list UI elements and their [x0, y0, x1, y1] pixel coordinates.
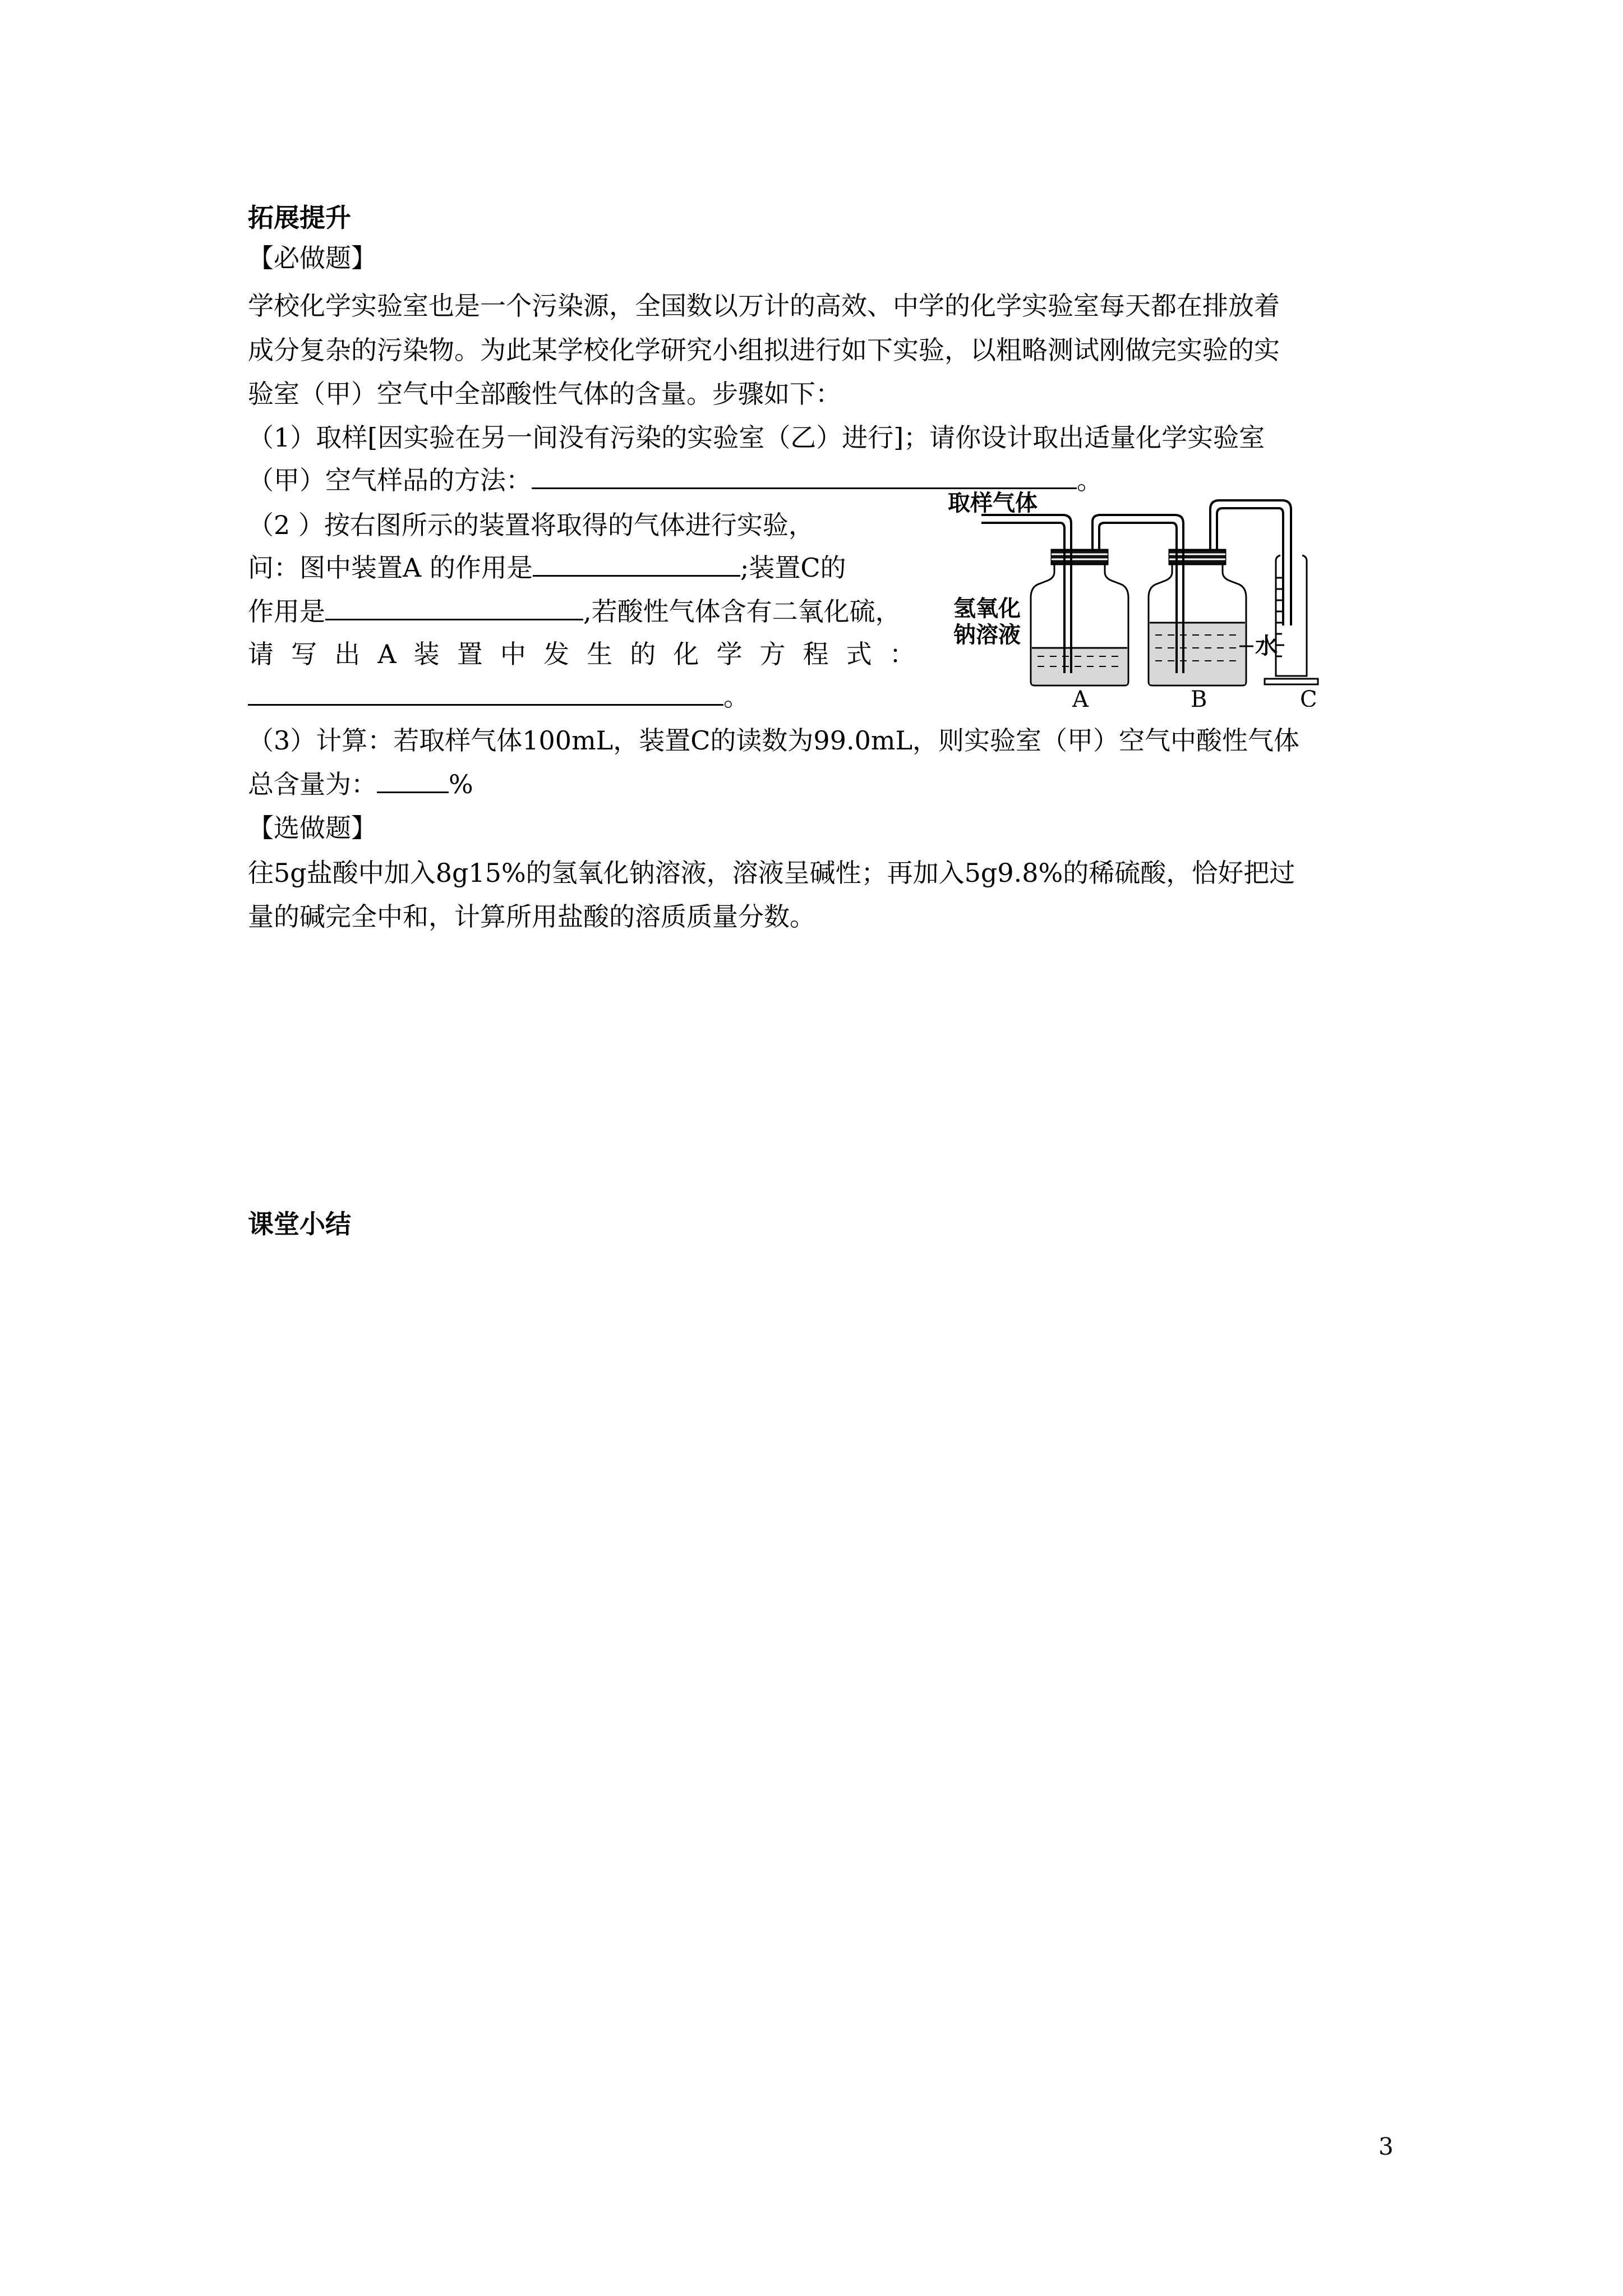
- line4-char: ：: [889, 639, 915, 669]
- intro-line-2: 成分复杂的污染物。为此某学校化学研究小组拟进行如下实验，以粗略测试刚做完实验的实: [248, 335, 1280, 365]
- step3-line-2: [248, 767, 473, 801]
- step2-line-5: [248, 680, 749, 714]
- gas-sample-label: 取样气体: [948, 490, 1038, 516]
- equation-blank[interactable]: [248, 682, 723, 706]
- naoh-label-line2: 钠溶液: [953, 622, 1021, 648]
- line4-char: 中: [500, 639, 526, 669]
- line4-char: 式: [846, 639, 872, 669]
- line4-char: 化: [673, 639, 699, 669]
- liquid-a: [1032, 648, 1127, 684]
- step2-question-a: 问：图中装置A 的作用是: [248, 553, 533, 583]
- step1-period: 。: [1077, 465, 1103, 495]
- step2-so2-text: ,若酸性气体含有二氧化硫，: [583, 596, 901, 627]
- line4-char: 发: [543, 639, 569, 669]
- optional-line-1: 往5g盐酸中加入8g15%的氢氧化钠溶液，溶液呈碱性；再加入5g9.8%的稀硫酸，恰好把过: [248, 858, 1295, 888]
- line4-char: 学: [716, 639, 743, 669]
- step2-device-c: ;装置C的: [740, 553, 846, 583]
- acid-gas-percent-blank[interactable]: [377, 769, 449, 793]
- device-a-role-blank[interactable]: [533, 553, 740, 577]
- line4-char: 写: [291, 639, 317, 669]
- line4-char: 程: [803, 639, 829, 669]
- step2-line-4: [248, 637, 915, 671]
- step3-total-label: 总含量为：: [248, 769, 377, 799]
- optional-tag: 【选做题】: [248, 813, 377, 843]
- water-label: 水: [1255, 633, 1278, 659]
- optional-line-2: 量的碱完全中和，计算所用盐酸的溶质质量分数。: [248, 901, 815, 932]
- step2-period: 。: [723, 682, 749, 712]
- label-a: A: [1072, 687, 1089, 707]
- section-heading-summary: 课堂小结: [248, 1209, 351, 1239]
- line4-char: 出: [334, 639, 361, 669]
- section-heading-extension: 拓展提升: [248, 203, 351, 233]
- label-b: B: [1191, 687, 1207, 707]
- line4-char: 生: [587, 639, 613, 669]
- line4-char: 的: [630, 639, 656, 669]
- step2-line-1: （2 ）按右图所示的装置将取得的气体进行实验，: [248, 510, 814, 540]
- naoh-label-line1: 氢氧化: [953, 596, 1021, 622]
- step2-role-label: 作用是: [248, 596, 325, 627]
- step1-prompt: （甲）空气样品的方法：: [248, 465, 532, 495]
- device-c-role-blank[interactable]: [325, 596, 583, 620]
- step1-line-1: （1）取样[因实验在另一间没有污染的实验室（乙）进行]；请你设计取出适量化学实验室: [248, 422, 1265, 453]
- line4-char: 装: [413, 639, 440, 669]
- step2-line-2: [248, 551, 846, 585]
- line4-char: A: [377, 639, 396, 669]
- percent-sign: %: [449, 769, 473, 799]
- step2-line-3: [248, 595, 901, 628]
- line4-char: 方: [759, 639, 786, 669]
- apparatus-diagram: [948, 488, 1408, 707]
- step1-answer-blank[interactable]: [532, 465, 1077, 489]
- step3-line-1: （3）计算：若取样气体100mL，装置C的读数为99.0mL，则实验室（甲）空气中酸性气体: [248, 725, 1300, 756]
- liquid-b: [1150, 623, 1245, 684]
- required-tag: 【必做题】: [248, 243, 377, 273]
- intro-line-3: 验室（甲）空气中全部酸性气体的含量。步骤如下：: [248, 379, 841, 409]
- intro-line-1: 学校化学实验室也是一个污染源，全国数以万计的高效、中学的化学实验室每天都在排放着: [248, 291, 1280, 321]
- line4-char: 请: [248, 639, 274, 669]
- line4-char: 置: [457, 639, 483, 669]
- page-number: 3: [1378, 2133, 1394, 2160]
- label-c: C: [1300, 687, 1317, 707]
